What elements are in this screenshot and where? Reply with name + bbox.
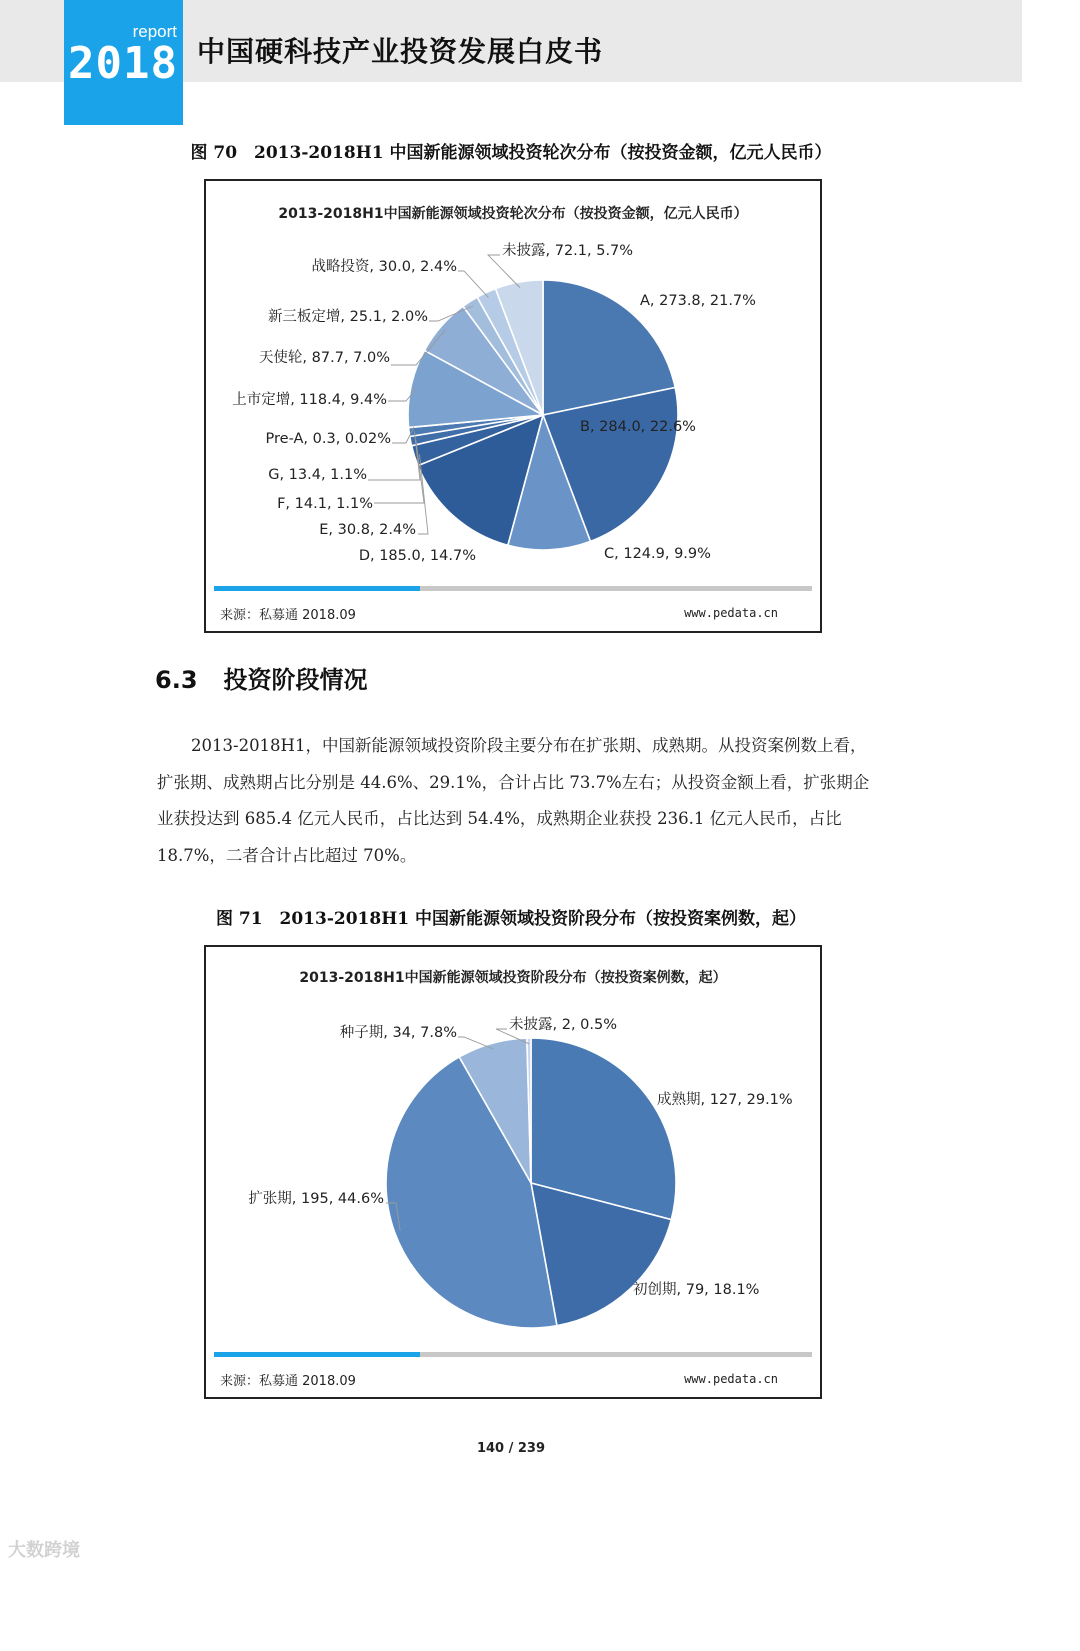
figure-71-caption: 图 71 2013-2018H1 中国新能源领域投资阶段分布（按投资案例数，起）: [215, 909, 807, 929]
slice-label-新三板定增: 新三板定增, 25.1, 2.0%: [267, 309, 428, 325]
section-number: 6.3: [155, 666, 198, 694]
footer-accent: [214, 1352, 420, 1357]
leader-line-12: [488, 255, 520, 288]
report-logo: [64, 0, 183, 125]
slice-label-d: D, 185.0, 14.7%: [358, 548, 476, 564]
slice-label-未披露: 未披露, 72.1, 5.7%: [502, 243, 634, 259]
slice-label-战略投资: 战略投资, 30.0, 2.4%: [311, 259, 457, 275]
chart-70-pie: [206, 181, 820, 581]
page-number: 140 / 239: [476, 1441, 546, 1456]
slice-label-天使轮: 天使轮, 87.7, 7.0%: [258, 350, 390, 366]
chart-71-pie: [206, 947, 820, 1347]
section-heading: [155, 660, 368, 695]
slice-label-g: G, 13.4, 1.1%: [268, 467, 367, 483]
footer-accent: [214, 586, 420, 591]
slice-label-f: F, 14.1, 1.1%: [277, 496, 373, 512]
slice-label-上市定增: 上市定增, 118.4, 9.4%: [232, 392, 387, 408]
figure-70-chart: [204, 179, 822, 633]
watermark: 大数跨境: [8, 1540, 80, 1561]
slice-label-扩张期: 扩张期, 195, 44.6%: [248, 1191, 384, 1207]
chart-71-site: www.pedata.cn: [684, 1372, 778, 1386]
body-paragraph: 2013-2018H1，中国新能源领域投资阶段主要分布在扩张期、成熟期。从投资案例数上看，扩张期、成熟期占比分别是 44.6%、29.1%，合计占比 73.7%左右；从投资金额上看，扩张期企业获投达到 685.4 亿元人民币，占比达到 54.4%，成熟期企业获投 236.1 亿元人民币，占比 18.7%，二者合计占比超过 70%。: [157, 736, 870, 865]
document-title: 中国硬科技产业投资发展白皮书: [197, 35, 604, 68]
section-title: 投资阶段情况: [223, 666, 368, 694]
chart-71-source: 来源：私募通 2018.09: [220, 1374, 356, 1389]
chart-71-title: 2013-2018H1中国新能源领域投资阶段分布（按投资案例数，起）: [299, 970, 727, 986]
chart-70-source: 来源：私募通 2018.09: [220, 608, 356, 623]
slice-label-成熟期: 成熟期, 127, 29.1%: [657, 1092, 793, 1108]
chart-70-site: www.pedata.cn: [684, 606, 778, 620]
slice-label-c: C, 124.9, 9.9%: [604, 546, 711, 562]
chart-71-footer-rule: [214, 1352, 812, 1357]
logo-report-text: report: [132, 22, 177, 41]
chart-70-footer-rule: [214, 586, 812, 591]
slice-label-e: E, 30.8, 2.4%: [319, 522, 416, 538]
slice-label-种子期: 种子期, 34, 7.8%: [339, 1025, 457, 1041]
slice-label-未披露: 未披露, 2, 0.5%: [509, 1017, 617, 1033]
slice-label-b: B, 284.0, 22.6%: [580, 419, 696, 435]
slice-label-初创期: 初创期, 79, 18.1%: [633, 1282, 760, 1298]
slice-label-pre-a: Pre-A, 0.3, 0.02%: [265, 431, 391, 447]
slice-label-a: A, 273.8, 21.7%: [640, 293, 756, 309]
figure-70-caption: 图 70 2013-2018H1 中国新能源领域投资轮次分布（按投资金额，亿元人民币）: [190, 143, 832, 163]
logo-year-text: 2018: [68, 38, 178, 89]
leader-line-3: [458, 1037, 493, 1049]
chart-70-title: 2013-2018H1中国新能源领域投资轮次分布（按投资金额，亿元人民币）: [278, 206, 748, 222]
figure-71-chart: [204, 945, 822, 1399]
